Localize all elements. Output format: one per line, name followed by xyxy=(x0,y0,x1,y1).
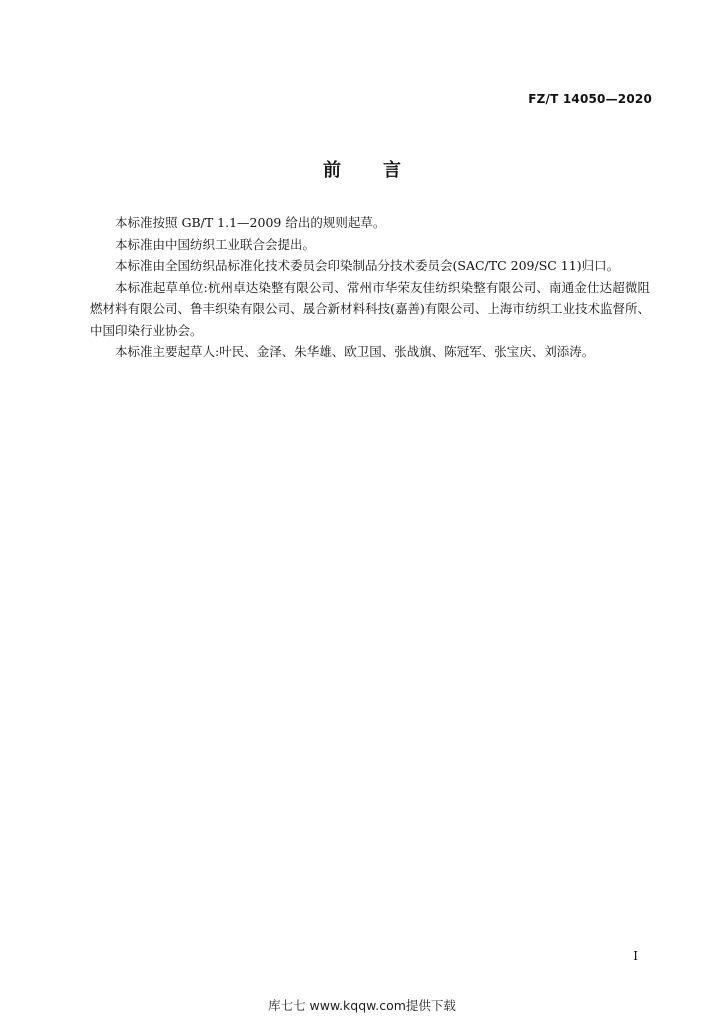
page-number: I xyxy=(633,949,638,963)
page-title: 前言 xyxy=(323,160,443,181)
paragraph-drafters: 本标准主要起草人:叶民、金泽、朱华雄、欧卫国、张战旗、陈冠军、张宝庆、刘添涛。 xyxy=(115,344,595,359)
download-watermark: 库七七 www.kqqw.com提供下载 xyxy=(268,998,456,1013)
paragraph-drafting-rules: 本标准按照 GB/T 1.1—2009 给出的规则起草。 xyxy=(115,215,386,230)
paragraph-proposer: 本标准由中国纺织工业联合会提出。 xyxy=(115,236,316,252)
standard-code: FZ/T 14050—2020 xyxy=(528,92,652,106)
paragraph-drafting-units: 本标准起草单位:杭州卓达染整有限公司、常州市华荣友佳纺织染整有限公司、南通金仕达超微阻燃材料有限公司、鲁丰织染有限公司、晟合新材料科技(嘉善)有限公司、上海市纺织工业技术监督所、中国印染行业协会。 xyxy=(90,279,650,338)
foreword-body xyxy=(90,212,650,363)
paragraph-committee: 本标准由全国纺织品标准化技术委员会印染制品分技术委员会(SAC/TC 209/SC 11)归口。 xyxy=(115,258,620,273)
